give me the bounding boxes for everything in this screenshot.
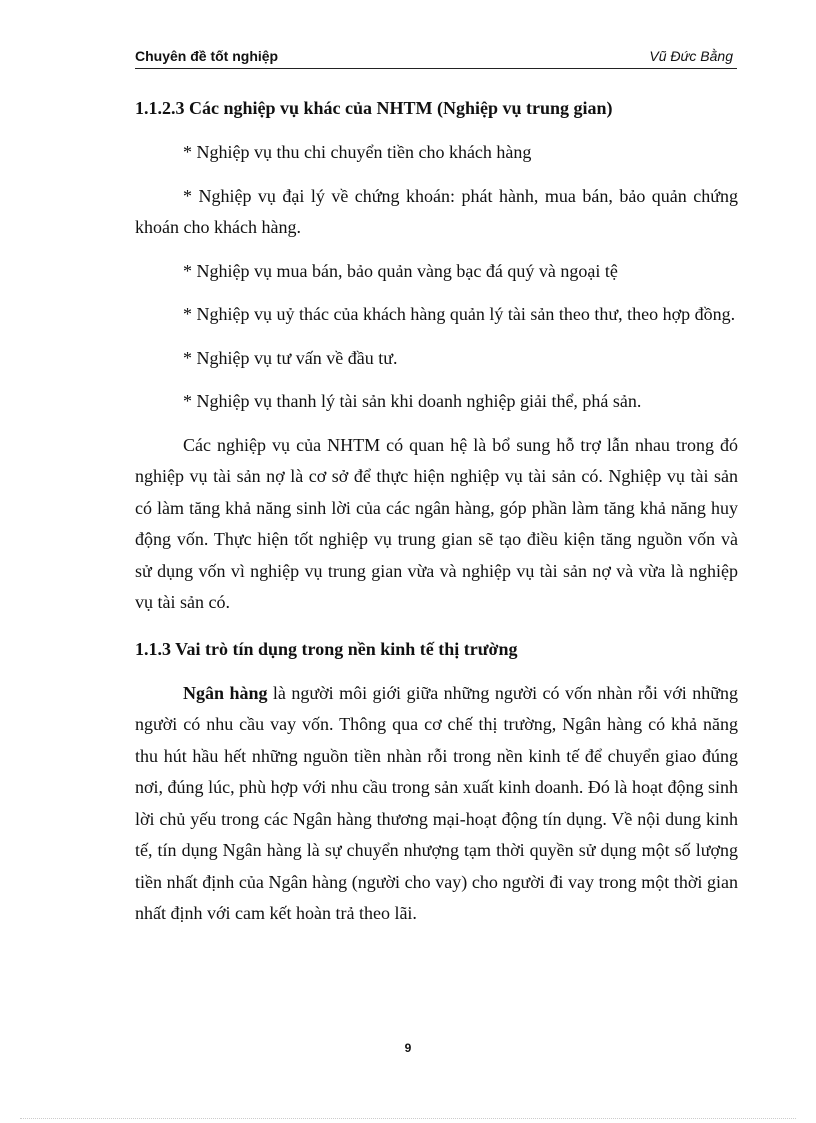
body-paragraph (135, 678, 738, 930)
author-name: Vũ Đức Bằng (649, 48, 733, 64)
page-header (135, 48, 737, 69)
page-number: 9 (404, 1041, 412, 1055)
list-item: * Nghiệp vụ thu chi chuyển tiền cho khách hàng (183, 142, 532, 162)
lead-term: Ngân hàng (183, 682, 268, 703)
page-content (135, 93, 738, 945)
section-heading-1-1-3: 1.1.3 Vai trò tín dụng trong nền kinh tế thị trường (135, 638, 518, 659)
list-item: * Nghiệp vụ uỷ thác của khách hàng quản lý tài sản theo thư, theo hợp đồng. (183, 304, 736, 324)
page-bottom-divider (20, 1118, 796, 1119)
list-item: * Nghiệp vụ thanh lý tài sản khi doanh nghiệp giải thể, phá sản. (183, 391, 642, 411)
list-item: * Nghiệp vụ mua bán, bảo quản vàng bạc đá quý và ngoại tệ (183, 260, 618, 281)
section-heading-1-1-2-3: 1.1.2.3 Các nghiệp vụ khác của NHTM (Nghiệp vụ trung gian) (135, 98, 613, 118)
summary-paragraph: Các nghiệp vụ của NHTM có quan hệ là bổ sung hỗ trợ lẫn nhau trong đó nghiệp vụ tài sản nợ là cơ sở để thực hiện nghiệp vụ tài sản có. Nghiệp vụ tài sản có làm tăng khả năng sinh lời của các ngân hàng, góp phần làm tăng khả năng huy động vốn. Thực hiện tốt nghiệp vụ trung gian sẽ tạo điều kiện tăng nguồn vốn và sử dụng vốn vì nghiệp vụ trung gian vừa và nghiệp vụ tài sản nợ và vừa là nghiệp vụ tài sản có. (135, 434, 738, 612)
list-item: * Nghiệp vụ tư vấn về đầu tư. (183, 347, 398, 368)
list-item: * Nghiệp vụ đại lý về chứng khoán: phát hành, mua bán, bảo quản chứng khoán cho khách hàng. (135, 185, 738, 237)
document-title: Chuyên đề tốt nghiệp (135, 48, 279, 64)
paragraph-text: là người môi giới giữa những người có vốn nhàn rỗi với những người có nhu cầu vay vốn. Thông qua cơ chế thị trường, Ngân hàng có khả năng thu hút hầu hết những nguồn tiền nhàn rỗi trong nền kinh tế để chuyển giao đúng nơi, đúng lúc, phù hợp với nhu cầu trong sản xuất kinh doanh. Đó là hoạt động sinh lời chủ yếu trong các Ngân hàng thương mại-hoạt động tín dụng. Về nội dung kinh tế, tín dụng Ngân hàng là sự chuyển nhượng tạm thời quyền sử dụng một số lượng tiền nhất định của Ngân hàng (người cho vay) cho người đi vay trong một thời gian nhất định với cam kết hoàn trả theo lãi. (135, 682, 739, 923)
